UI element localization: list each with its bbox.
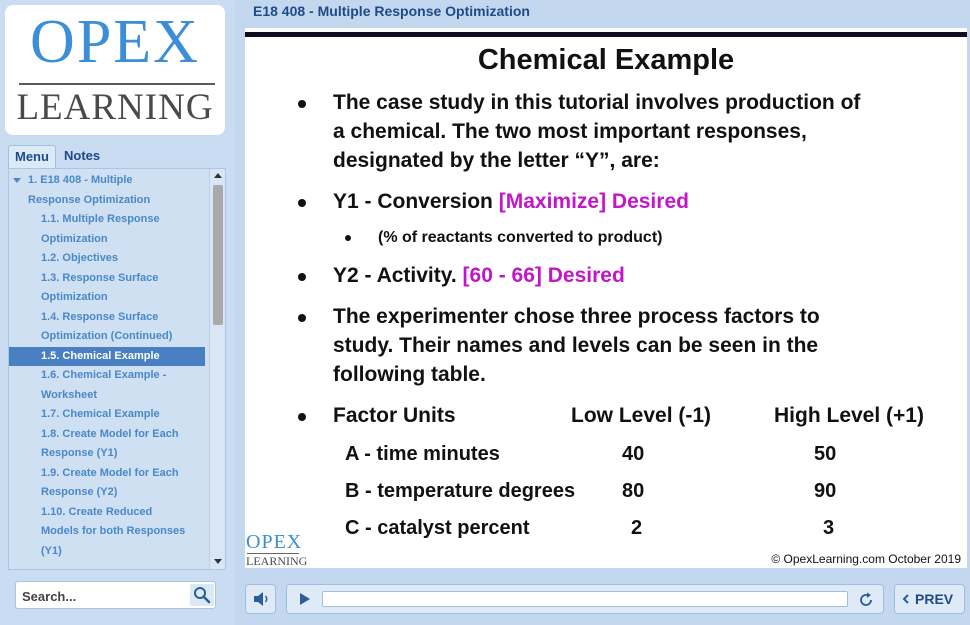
- y1-bullet: [333, 187, 689, 216]
- search-input[interactable]: [22, 586, 182, 606]
- tab-notes[interactable]: Notes: [64, 148, 101, 163]
- table-cell-high: 50: [814, 443, 837, 465]
- bullet-icon: [298, 100, 306, 108]
- menu-item[interactable]: 1.4. Response Surface: [41, 310, 159, 323]
- menu-item[interactable]: Worksheet: [41, 388, 98, 401]
- slide-title: Chemical Example: [477, 44, 735, 76]
- copyright-text: © OpexLearning.com October 2019: [771, 552, 961, 566]
- sidebar: [0, 0, 234, 625]
- table-cell-factor: C - catalyst percent: [345, 517, 530, 539]
- menu-item[interactable]: Optimization: [41, 291, 108, 303]
- y1-note: (% of reactants converted to product): [378, 229, 663, 246]
- bullet-text-line: designated by the letter “Y”, are:: [333, 149, 660, 172]
- bullet-text-line: following table.: [333, 363, 486, 386]
- sub-bullet-icon: [345, 235, 351, 241]
- progress-bar[interactable]: [322, 591, 848, 607]
- menu-item[interactable]: 1.3. Response Surface: [41, 271, 159, 284]
- search-icon: [190, 584, 214, 606]
- menu-item[interactable]: 1.10. Create Reduced: [41, 505, 153, 518]
- table-cell-high: 90: [814, 480, 837, 502]
- menu-item[interactable]: Response (Y2): [41, 486, 118, 498]
- prev-label: PREV: [915, 591, 954, 607]
- scroll-down-arrow-icon[interactable]: [214, 559, 222, 564]
- menu-item[interactable]: Optimization: [41, 232, 108, 245]
- replay-icon[interactable]: [856, 590, 876, 610]
- menu-item[interactable]: 1.7. Chemical Example: [41, 408, 160, 420]
- menu-item[interactable]: 1.6. Chemical Example -: [41, 369, 167, 381]
- y2-label: Y2 - Activity.: [333, 264, 457, 287]
- table-header-factor: Factor Units: [333, 404, 456, 427]
- prev-button[interactable]: [894, 584, 965, 614]
- bullet-icon: [298, 314, 306, 322]
- speaker-icon: [246, 585, 277, 613]
- menu-item[interactable]: 1. E18 408 - Multiple: [28, 174, 133, 186]
- y2-bullet: [333, 261, 625, 290]
- slide-top-bar: [245, 32, 967, 37]
- bullet-text-line: study. Their names and levels can be seen in the: [333, 334, 819, 357]
- y1-label: Y1 - Conversion: [333, 190, 493, 213]
- table-header-low: Low Level (-1): [571, 404, 712, 427]
- volume-button[interactable]: [245, 584, 276, 614]
- table-cell-low: 80: [622, 480, 645, 502]
- logo-opex-text: OPEX: [30, 8, 200, 76]
- slide: [245, 28, 967, 568]
- bullet-icon: [298, 273, 306, 281]
- table-cell-high: 3: [823, 517, 835, 539]
- menu-item[interactable]: Models for both Responses: [41, 525, 186, 537]
- bullet-text-line: a chemical. The two most important responses,: [333, 120, 807, 143]
- course-title: E18 408 - Multiple Response Optimization: [253, 3, 530, 19]
- scrollbar-thumb[interactable]: [213, 185, 223, 325]
- menu-scrollbar[interactable]: [209, 169, 226, 569]
- search-button[interactable]: [190, 584, 214, 606]
- scroll-up-arrow-icon[interactable]: [214, 173, 222, 178]
- y1-goal: [Maximize] Desired: [498, 190, 689, 213]
- bullet-icon: [298, 199, 306, 207]
- logo-learning-text: LEARNING: [16, 87, 214, 128]
- bullet-text-line: The experimenter chose three process factors to: [333, 305, 820, 328]
- logo-divider: [19, 83, 215, 85]
- table-cell-low: 40: [622, 443, 645, 465]
- table-cell-factor: B - temperature degrees: [345, 480, 576, 502]
- slide-logo-opex-text: OPEX: [246, 531, 303, 553]
- table-cell-factor: A - time minutes: [345, 443, 500, 465]
- menu-item[interactable]: Response (Y1): [41, 447, 118, 459]
- search-box: [15, 581, 216, 609]
- menu-item[interactable]: Optimization (Continued): [41, 330, 173, 342]
- table-cell-low: 2: [631, 517, 643, 539]
- menu-panel: [8, 168, 226, 570]
- playback-bar: [286, 584, 884, 614]
- logo: [5, 5, 225, 135]
- play-icon[interactable]: [295, 590, 313, 608]
- menu-item[interactable]: 1.9. Create Model for Each: [41, 466, 179, 479]
- bullet-text-line: The case study in this tutorial involves production of: [333, 91, 861, 114]
- chevron-left-icon: [901, 593, 911, 605]
- menu-item[interactable]: (Y1): [41, 544, 62, 557]
- menu-item[interactable]: 1.2. Objectives: [41, 252, 119, 264]
- bullet-icon: [298, 413, 306, 421]
- menu-item[interactable]: 1.8. Create Model for Each: [41, 427, 179, 440]
- table-header-high: High Level (+1): [774, 404, 924, 427]
- slide-logo-learning-text: LEARNING: [246, 554, 308, 568]
- menu-item[interactable]: 1.5. Chemical Example: [9, 347, 205, 366]
- y2-goal: [60 - 66] Desired: [462, 264, 625, 287]
- menu-item[interactable]: Response Optimization: [28, 193, 151, 206]
- expand-caret-icon[interactable]: [13, 178, 21, 183]
- menu-item[interactable]: 1.1. Multiple Response: [41, 213, 160, 225]
- tab-menu[interactable]: Menu: [8, 145, 56, 169]
